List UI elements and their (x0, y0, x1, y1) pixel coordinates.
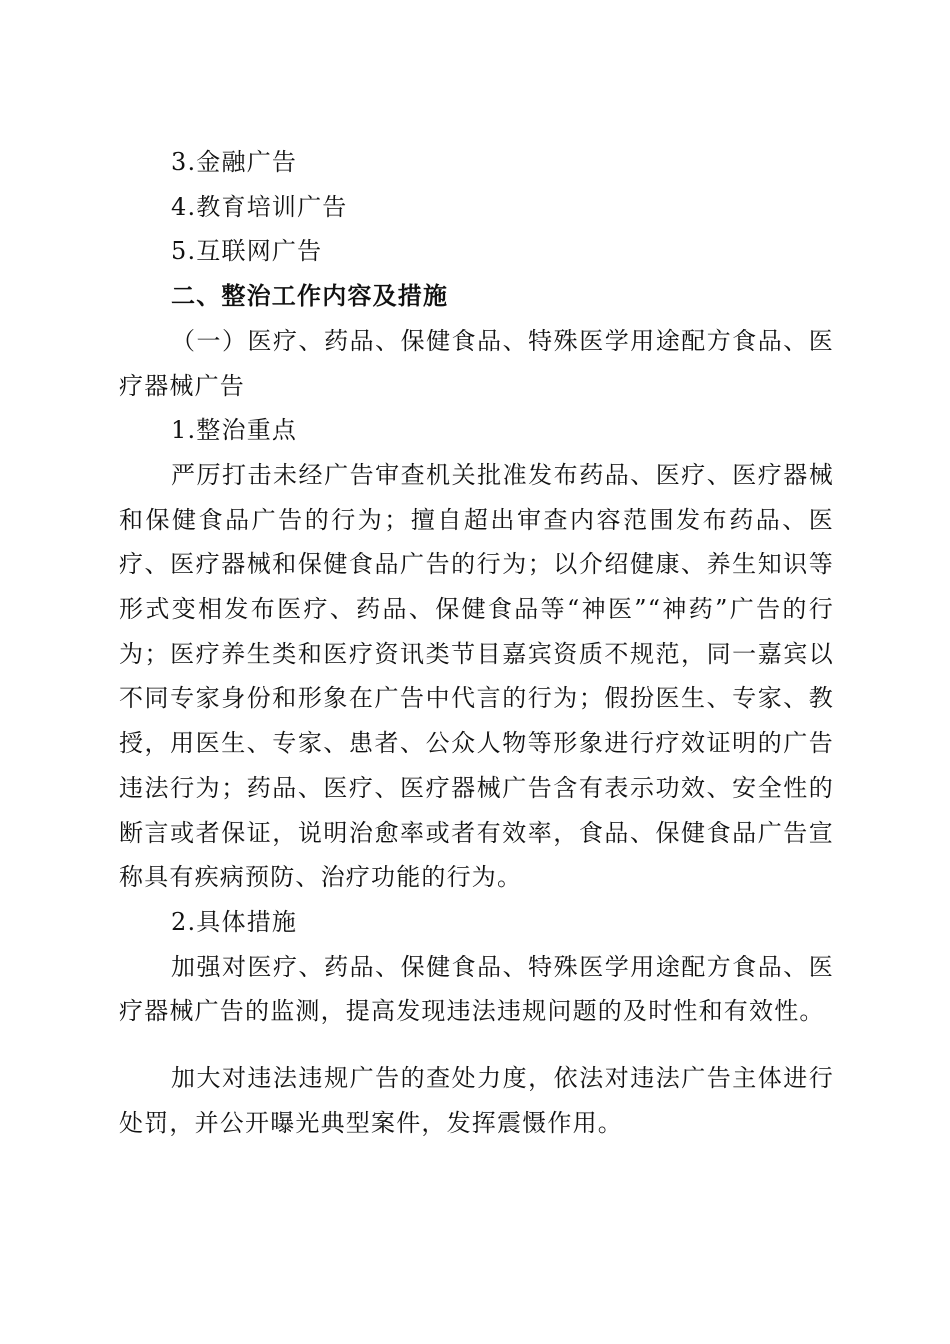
paragraph-focus-body: 严厉打击未经广告审查机关批准发布药品、医疗、医疗器械和保健食品广告的行为；擅自超出审查内容范围发布药品、医疗、医疗器械和保健食品广告的行为；以介绍健康、养生知识等形式变相发布医疗、药品、保健食品等“神医”“神药”广告的行为；医疗养生类和医疗资讯类节目嘉宾资质不规范，同一嘉宾以不同专家身份和形象在广告中代言的行为；假扮医生、专家、教授，用医生、专家、患者、公众人物等形象进行疗效证明的广告违法行为；药品、医疗、医疗器械广告含有表示功效、安全性的断言或者保证，说明治愈率或者有效率，食品、保健食品广告宣称具有疾病预防、治疗功能的行为。 (119, 460, 834, 892)
paragraph-spacer (119, 1034, 834, 1056)
document-body (119, 140, 834, 1145)
point-heading-measures: 2.具体措施 (171, 907, 298, 936)
paragraph-measures-monitoring: 加强对医疗、药品、保健食品、特殊医学用途配方食品、医疗器械广告的监测，提高发现违法违规问题的及时性和有效性。 (119, 952, 834, 1026)
section-heading-rectification: 二、整治工作内容及措施 (171, 282, 449, 311)
list-item-internet-ads: 5.互联网广告 (171, 237, 323, 266)
list-item-financial-ads: 3.金融广告 (171, 148, 298, 176)
subsection-heading-medical-ads: （一）医疗、药品、保健食品、特殊医学用途配方食品、医疗器械广告 (119, 326, 834, 400)
list-item-education-ads: 4.教育培训广告 (171, 192, 348, 221)
paragraph-measures-enforcement: 加大对违法违规广告的查处力度，依法对违法广告主体进行处罚，并公开曝光典型案件，发挥震慑作用。 (119, 1064, 834, 1137)
point-heading-focus: 1.整治重点 (171, 416, 298, 445)
